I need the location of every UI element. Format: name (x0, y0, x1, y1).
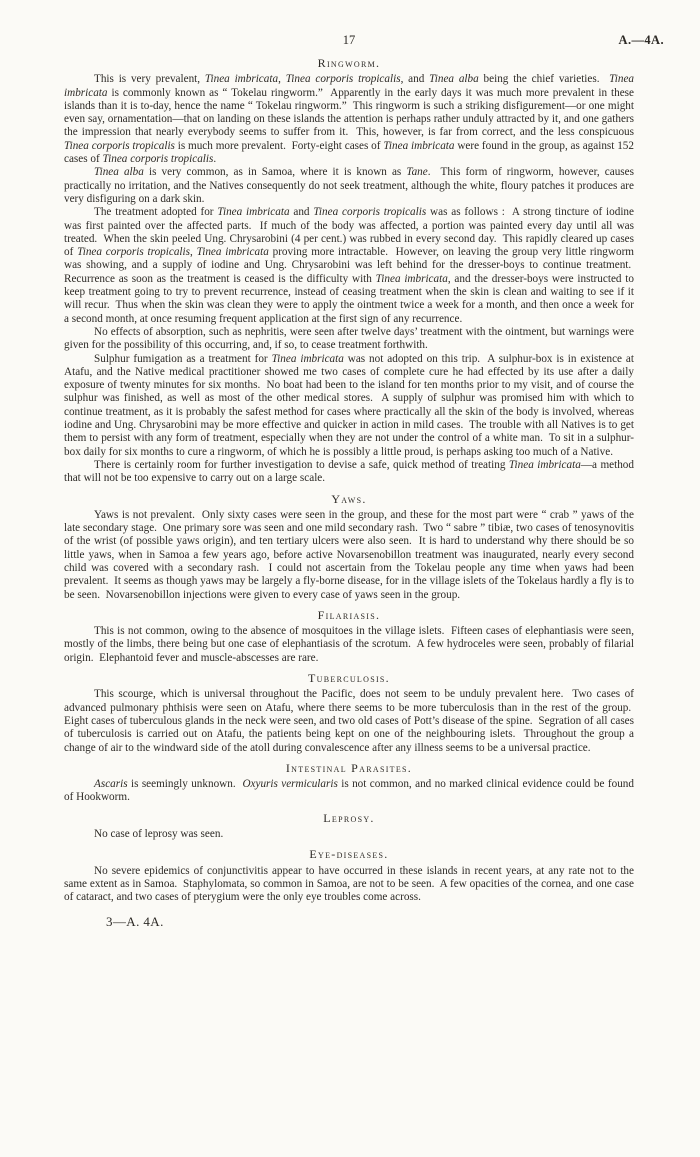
heading-ringworm: Ringworm. (317, 56, 381, 70)
paragraph: Ascaris is seemingly unknown. Oxyuris vermicularis is not common, and no marked clinical evidence could be found of Hookworm. (64, 778, 634, 804)
paragraph: This is very prevalent, Tinea imbricata, Tinea corporis tropicalis, and Tinea alba being the chief varieties. Tinea imbricata is commonly known as “ Tokelau ringworm.” Apparently in the early days it was much more prevalent in these islands than it is to-day, hence the name “ Tokelau ringworm.” This ringworm is such a striking disfigurement—or one might even say, ornamentation—that on landing on these islands the attention is perhaps rather unduly attracted by it, and one gathers the impression that nearly everybody seems to suffer from it. This, however, is far from correct, and the less conspicuous Tinea corporis tropicalis is much more prevalent. Forty-eight cases of Tinea imbricata were found in the group, as against 152 cases of Tinea corporis tropicalis. (64, 73, 635, 166)
paragraph: No case of leprosy was seen. (94, 828, 224, 841)
paragraph: There is certainly room for further investigation to devise a safe, quick method of treating Tinea imbricata—a method that will not be too expensive to carry out on a large scale. (64, 458, 634, 485)
section-leprosy (64, 812, 634, 842)
page-header (64, 33, 664, 50)
heading-tuberculosis: Tuberculosis. (308, 671, 390, 686)
paragraph: Tinea alba is very common, as in Samoa, where it is known as Tane. This form of ringworm, however, causes practically no irritation, and the Natives consequently do not seek treatment, although the white, floury patches it produces are very disfiguring on a dark skin. (64, 166, 634, 205)
page-body (64, 57, 634, 905)
paragraph: This scourge, which is universal throughout the Pacific, does not seem to be unduly prevalent here. Two cases of advanced pulmonary phthisis were seen on Atafu, where there seems to be more tuberculosis than in the rest of the group. Eight cases of tuberculous glands in the neck were seen, and two old cases of Pott’s disease of the spine. Segration of all cases of tuberculosis is carried out on Atafu, the patients being kept on one of the neighbouring islets. Throughout the group a change of air to the windward side of the atoll during convalescence after any illness seems to be a universal practice. (64, 688, 634, 754)
section-tuberculosis (64, 672, 634, 755)
paragraph: The treatment adopted for Tinea imbricata and Tinea corporis tropicalis was as follows : A strong tincture of iodine was first painted over the affected parts. If much of the body was affected, a portion was painted every day until all was treated. When the skin peeled Ung. Chrysarobini (4 per cent.) was rubbed in every second day. This rapidly cleared up cases of Tinea corporis tropicalis, Tinea imbricata proving more intractable. However, on leaving the group very little ringworm was showing, and a supply of iodine and Ung. Chrysarobini was left behind for the dresser-boys to continue treatment. Recurrence as soon as the treatment is ceased is the difficulty with Tinea imbricata, and the dresser-boys were instructed to keep treatment going to try to prevent recurrence, instead of ceasing treatment when the skin is clean and waiting to see if it will recur. Thus when the skin was clean they were to apply the ointment twice a week for a month, and then once a week for a second month, at once resuming frequent application at the first sign of any recurrence. (64, 206, 634, 325)
heading-intestinal-parasites: Intestinal Parasites. (285, 760, 413, 775)
heading-leprosy: Leprosy. (323, 810, 375, 825)
section-ringworm (64, 57, 634, 486)
paragraph: This is not common, owing to the absence of mosquitoes in the village islets. Fifteen cases of elephantiasis were seen, mostly of the limbs, there being but one case of elephantiasis of the scrotum. A few hydroceles were seen, probably of filarial origin. Elephantoid fever and muscle-abscesses are rare. (64, 625, 634, 664)
section-filariasis (64, 609, 634, 665)
section-eye-diseases (64, 848, 634, 904)
paragraph: Sulphur fumigation as a treatment for Tinea imbricata was not adopted on this trip. A sulphur-box is in existence at Atafu, and the Native medical practitioner showed me two cases of complete cure he had effected by its use after a daily exposure of twenty minutes for six months. No boat had been to the island for ten months prior to my visit, and of course the sulphur was finished, as well as most of the other medical stores. A supply of sulphur was promised him with which to continue treatment, as it is probably the safest method for cases where practically all the skin of the body is involved, whereas iodine and Ung. Chrysarobini may be more effective and quicker in action in mild cases. The trouble with all Natives is to get them to persist with any form of treatment, especially when they are not under the control of a white man. To sit in a sulphur-box daily for six months to cure a ringworm, of which he is possibly a little proud, is perhaps asking too much of a Native. (64, 352, 634, 458)
page-number: 17 (342, 33, 356, 47)
heading-yaws: Yaws. (331, 491, 367, 506)
section-intestinal-parasites (64, 762, 634, 805)
heading-filariasis: Filariasis. (317, 607, 381, 622)
footer-reference: 3—A. 4A. (106, 913, 164, 929)
page-footer (64, 915, 634, 928)
paragraph: Yaws is not prevalent. Only sixty cases were seen in the group, and these for the most part were “ crab ” yaws of the late secondary stage. One primary sore was seen and one mild secondary rash. Two “ sabre ” tibiæ, two cases of tenosynovitis of the wrist (of possible yaws origin), and ten tertiary ulcers were also seen. It is hard to understand why there should be so little yaws, when in Samoa a few years ago, before active Novarsenobillon treatment was inaugurated, nearly every second child was covered with a secondary rash. I could not ascertain from the Tokelau people any time when yaws had been prevalent. It seems as though yaws may be largely a fly-borne disease, for in the village islets of the Tokelaus hardly a fly is to be seen. Novarsenobillon injections were given to every case of yaws seen in the group. (64, 508, 634, 601)
heading-eye-diseases: Eye-diseases. (309, 847, 389, 862)
paragraph: No effects of absorption, such as nephritis, were seen after twelve days’ treatment with the ointment, but warnings were given for the possibility of this occurring, and, if so, to cease treatment forthwith. (64, 325, 634, 352)
paragraph: No severe epidemics of conjunctivitis appear to have occurred in these islands in recent years, at any rate not to the same extent as in Samoa. Staphylomata, so common in Samoa, are not to be seen. A few opacities of the cornea, and one case of cataract, and two cases of pterygium were the only eye troubles come across. (64, 864, 634, 904)
document-reference: A.—4A. (618, 33, 664, 47)
section-yaws (64, 493, 634, 602)
